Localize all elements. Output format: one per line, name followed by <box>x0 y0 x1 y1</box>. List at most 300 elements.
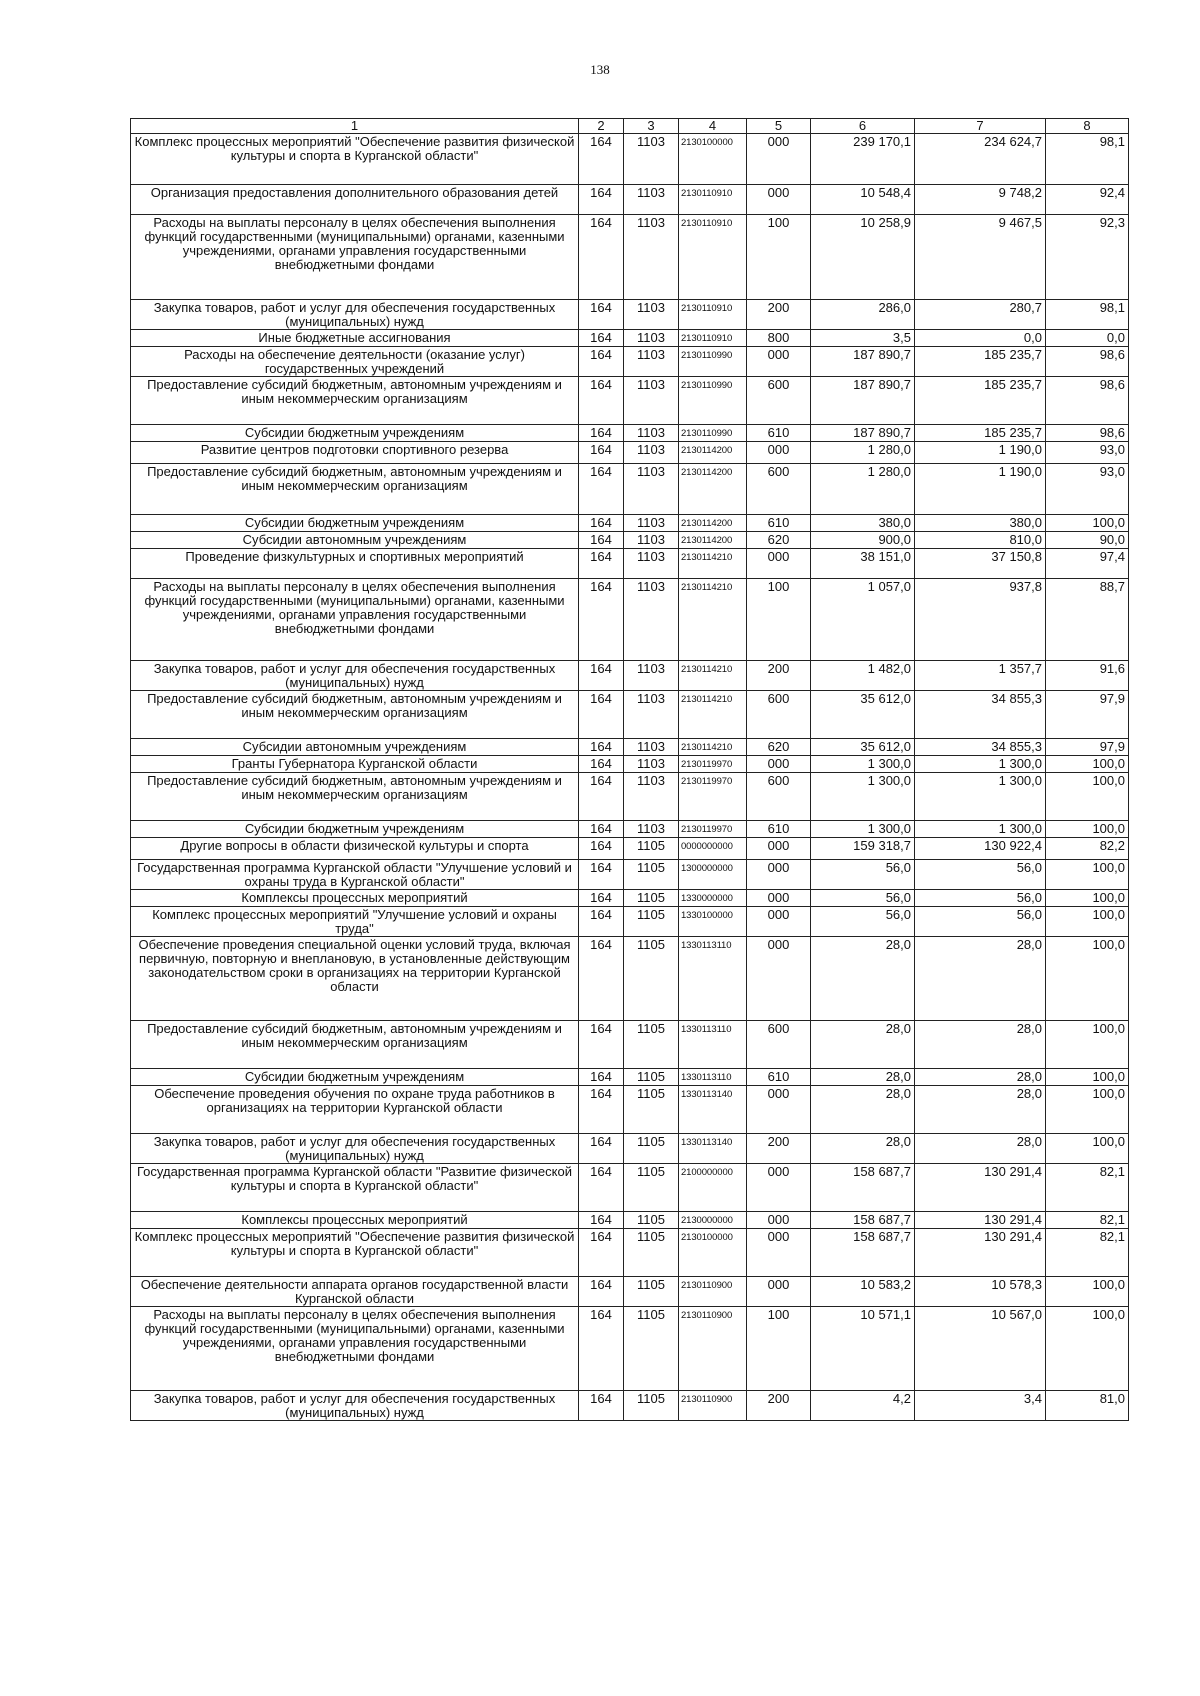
row-name: Комплексы процессных мероприятий <box>131 1212 579 1229</box>
executed-amount: 185 235,7 <box>915 425 1046 442</box>
gr-code: 164 <box>579 215 624 300</box>
execution-percent: 82,1 <box>1046 1164 1129 1212</box>
section-code: 1105 <box>624 890 679 907</box>
column-header: 1 <box>131 119 579 134</box>
section-code: 1103 <box>624 300 679 330</box>
section-code: 1103 <box>624 756 679 773</box>
execution-percent: 98,6 <box>1046 377 1129 425</box>
table-row <box>131 425 1129 442</box>
section-code: 1103 <box>624 691 679 739</box>
gr-code: 164 <box>579 464 624 515</box>
expense-type-code: 000 <box>747 838 811 860</box>
table-row <box>131 821 1129 838</box>
row-name: Иные бюджетные ассигнования <box>131 330 579 347</box>
expense-type-code: 000 <box>747 937 811 1021</box>
gr-code: 164 <box>579 532 624 549</box>
table-row <box>131 739 1129 756</box>
section-code: 1105 <box>624 937 679 1021</box>
row-name: Субсидии бюджетным учреждениям <box>131 425 579 442</box>
gr-code: 164 <box>579 907 624 937</box>
gr-code: 164 <box>579 890 624 907</box>
table-row <box>131 1277 1129 1307</box>
execution-percent: 92,3 <box>1046 215 1129 300</box>
gr-code: 164 <box>579 425 624 442</box>
gr-code: 164 <box>579 185 624 215</box>
table-row <box>131 134 1129 185</box>
row-name: Субсидии бюджетным учреждениям <box>131 1069 579 1086</box>
table-row <box>131 773 1129 821</box>
row-name: Предоставление субсидий бюджетным, автономным учреждениям и иным некоммерческим организациям <box>131 464 579 515</box>
executed-amount: 234 624,7 <box>915 134 1046 185</box>
execution-percent: 98,6 <box>1046 425 1129 442</box>
execution-percent: 98,1 <box>1046 134 1129 185</box>
expense-type-code: 100 <box>747 579 811 661</box>
execution-percent: 88,7 <box>1046 579 1129 661</box>
row-name: Комплекс процессных мероприятий "Обеспечение развития физической культуры и спорта в Курганской области" <box>131 1229 579 1277</box>
row-name: Развитие центров подготовки спортивного резерва <box>131 442 579 464</box>
executed-amount: 28,0 <box>915 1069 1046 1086</box>
approved-amount: 10 258,9 <box>811 215 915 300</box>
gr-code: 164 <box>579 1086 624 1134</box>
gr-code: 164 <box>579 1229 624 1277</box>
approved-amount: 56,0 <box>811 907 915 937</box>
gr-code: 164 <box>579 756 624 773</box>
budget-table <box>130 118 1129 1421</box>
gr-code: 164 <box>579 347 624 377</box>
expense-type-code: 000 <box>747 860 811 890</box>
executed-amount: 9 748,2 <box>915 185 1046 215</box>
target-article-code: 2130110910 <box>679 330 747 347</box>
executed-amount: 37 150,8 <box>915 549 1046 579</box>
target-article-code: 2130114210 <box>679 549 747 579</box>
expense-type-code: 620 <box>747 532 811 549</box>
section-code: 1105 <box>624 1391 679 1421</box>
execution-percent: 100,0 <box>1046 890 1129 907</box>
approved-amount: 187 890,7 <box>811 347 915 377</box>
table-row <box>131 890 1129 907</box>
expense-type-code: 800 <box>747 330 811 347</box>
approved-amount: 158 687,7 <box>811 1229 915 1277</box>
gr-code: 164 <box>579 691 624 739</box>
execution-percent: 100,0 <box>1046 907 1129 937</box>
section-code: 1103 <box>624 134 679 185</box>
column-header: 3 <box>624 119 679 134</box>
approved-amount: 158 687,7 <box>811 1164 915 1212</box>
target-article-code: 2130114210 <box>679 579 747 661</box>
approved-amount: 3,5 <box>811 330 915 347</box>
expense-type-code: 620 <box>747 739 811 756</box>
approved-amount: 10 571,1 <box>811 1307 915 1391</box>
section-code: 1103 <box>624 579 679 661</box>
section-code: 1103 <box>624 661 679 691</box>
table-row <box>131 860 1129 890</box>
expense-type-code: 610 <box>747 1069 811 1086</box>
approved-amount: 239 170,1 <box>811 134 915 185</box>
approved-amount: 187 890,7 <box>811 425 915 442</box>
expense-type-code: 100 <box>747 1307 811 1391</box>
executed-amount: 56,0 <box>915 890 1046 907</box>
expense-type-code: 100 <box>747 215 811 300</box>
row-name: Субсидии бюджетным учреждениям <box>131 821 579 838</box>
row-name: Расходы на обеспечение деятельности (оказание услуг) государственных учреждений <box>131 347 579 377</box>
target-article-code: 2130114210 <box>679 739 747 756</box>
executed-amount: 810,0 <box>915 532 1046 549</box>
execution-percent: 100,0 <box>1046 1069 1129 1086</box>
approved-amount: 1 482,0 <box>811 661 915 691</box>
execution-percent: 100,0 <box>1046 1086 1129 1134</box>
approved-amount: 900,0 <box>811 532 915 549</box>
gr-code: 164 <box>579 937 624 1021</box>
target-article-code: 1330113140 <box>679 1086 747 1134</box>
row-name: Расходы на выплаты персоналу в целях обеспечения выполнения функций государственными (муниципальными) органами, казенными учреждениями, органами управления государственными внебюджетными фондами <box>131 1307 579 1391</box>
row-name: Закупка товаров, работ и услуг для обеспечения государственных (муниципальных) нужд <box>131 1134 579 1164</box>
expense-type-code: 200 <box>747 661 811 691</box>
target-article-code: 2130114210 <box>679 691 747 739</box>
target-article-code: 1330113110 <box>679 1021 747 1069</box>
section-code: 1103 <box>624 773 679 821</box>
row-name: Комплекс процессных мероприятий "Обеспечение развития физической культуры и спорта в Курганской области" <box>131 134 579 185</box>
table-row <box>131 1086 1129 1134</box>
table-header-row <box>131 119 1129 134</box>
table-row <box>131 1134 1129 1164</box>
execution-percent: 100,0 <box>1046 1307 1129 1391</box>
approved-amount: 10 548,4 <box>811 185 915 215</box>
row-name: Обеспечение проведения специальной оценки условий труда, включая первичную, повторную и внеплановую, в установленные действующим законодательством сроки в организациях на территории Курганской области <box>131 937 579 1021</box>
target-article-code: 2130114210 <box>679 661 747 691</box>
gr-code: 164 <box>579 821 624 838</box>
section-code: 1105 <box>624 838 679 860</box>
executed-amount: 130 291,4 <box>915 1212 1046 1229</box>
execution-percent: 81,0 <box>1046 1391 1129 1421</box>
target-article-code: 1330000000 <box>679 890 747 907</box>
gr-code: 164 <box>579 773 624 821</box>
row-name: Комплексы процессных мероприятий <box>131 890 579 907</box>
row-name: Субсидии автономным учреждениям <box>131 739 579 756</box>
section-code: 1103 <box>624 425 679 442</box>
gr-code: 164 <box>579 549 624 579</box>
gr-code: 164 <box>579 1164 624 1212</box>
approved-amount: 28,0 <box>811 1086 915 1134</box>
executed-amount: 56,0 <box>915 860 1046 890</box>
approved-amount: 1 280,0 <box>811 442 915 464</box>
expense-type-code: 000 <box>747 442 811 464</box>
gr-code: 164 <box>579 1212 624 1229</box>
row-name: Другие вопросы в области физической культуры и спорта <box>131 838 579 860</box>
section-code: 1105 <box>624 1212 679 1229</box>
target-article-code: 2130110910 <box>679 300 747 330</box>
row-name: Обеспечение проведения обучения по охране труда работников в организациях на территории Курганской области <box>131 1086 579 1134</box>
target-article-code: 2100000000 <box>679 1164 747 1212</box>
gr-code: 164 <box>579 1134 624 1164</box>
expense-type-code: 000 <box>747 347 811 377</box>
target-article-code: 2130110910 <box>679 185 747 215</box>
section-code: 1105 <box>624 1134 679 1164</box>
execution-percent: 0,0 <box>1046 330 1129 347</box>
target-article-code: 2130100000 <box>679 134 747 185</box>
expense-type-code: 000 <box>747 1277 811 1307</box>
target-article-code: 2130110990 <box>679 377 747 425</box>
expense-type-code: 200 <box>747 1391 811 1421</box>
section-code: 1103 <box>624 464 679 515</box>
table-row <box>131 464 1129 515</box>
gr-code: 164 <box>579 579 624 661</box>
approved-amount: 28,0 <box>811 1069 915 1086</box>
target-article-code: 1330113140 <box>679 1134 747 1164</box>
approved-amount: 1 300,0 <box>811 756 915 773</box>
execution-percent: 100,0 <box>1046 937 1129 1021</box>
target-article-code: 2130110990 <box>679 347 747 377</box>
execution-percent: 91,6 <box>1046 661 1129 691</box>
row-name: Государственная программа Курганской области "Улучшение условий и охраны труда в Курганской области" <box>131 860 579 890</box>
gr-code: 164 <box>579 860 624 890</box>
target-article-code: 2130114200 <box>679 532 747 549</box>
target-article-code: 2130114200 <box>679 442 747 464</box>
table-row <box>131 549 1129 579</box>
table-row <box>131 691 1129 739</box>
row-name: Расходы на выплаты персоналу в целях обеспечения выполнения функций государственными (муниципальными) органами, казенными учреждениями, органами управления государственными внебюджетными фондами <box>131 579 579 661</box>
section-code: 1105 <box>624 1277 679 1307</box>
executed-amount: 185 235,7 <box>915 347 1046 377</box>
executed-amount: 380,0 <box>915 515 1046 532</box>
executed-amount: 1 190,0 <box>915 442 1046 464</box>
execution-percent: 100,0 <box>1046 1277 1129 1307</box>
execution-percent: 100,0 <box>1046 1021 1129 1069</box>
expense-type-code: 000 <box>747 1229 811 1277</box>
approved-amount: 158 687,7 <box>811 1212 915 1229</box>
approved-amount: 1 280,0 <box>811 464 915 515</box>
executed-amount: 1 300,0 <box>915 821 1046 838</box>
executed-amount: 10 567,0 <box>915 1307 1046 1391</box>
gr-code: 164 <box>579 442 624 464</box>
gr-code: 164 <box>579 330 624 347</box>
section-code: 1103 <box>624 215 679 300</box>
section-code: 1105 <box>624 1069 679 1086</box>
executed-amount: 28,0 <box>915 937 1046 1021</box>
approved-amount: 286,0 <box>811 300 915 330</box>
section-code: 1103 <box>624 532 679 549</box>
expense-type-code: 600 <box>747 377 811 425</box>
table-row <box>131 937 1129 1021</box>
row-name: Закупка товаров, работ и услуг для обеспечения государственных (муниципальных) нужд <box>131 1391 579 1421</box>
executed-amount: 130 922,4 <box>915 838 1046 860</box>
executed-amount: 185 235,7 <box>915 377 1046 425</box>
target-article-code: 2130119970 <box>679 773 747 821</box>
table-row <box>131 1229 1129 1277</box>
section-code: 1103 <box>624 739 679 756</box>
execution-percent: 82,1 <box>1046 1212 1129 1229</box>
execution-percent: 82,2 <box>1046 838 1129 860</box>
row-name: Обеспечение деятельности аппарата органов государственной власти Курганской области <box>131 1277 579 1307</box>
row-name: Закупка товаров, работ и услуг для обеспечения государственных (муниципальных) нужд <box>131 661 579 691</box>
expense-type-code: 000 <box>747 1212 811 1229</box>
gr-code: 164 <box>579 377 624 425</box>
section-code: 1103 <box>624 347 679 377</box>
expense-type-code: 600 <box>747 1021 811 1069</box>
table-row <box>131 515 1129 532</box>
table-row <box>131 661 1129 691</box>
expense-type-code: 200 <box>747 300 811 330</box>
table-row <box>131 1069 1129 1086</box>
expense-type-code: 200 <box>747 1134 811 1164</box>
execution-percent: 90,0 <box>1046 532 1129 549</box>
execution-percent: 82,1 <box>1046 1229 1129 1277</box>
table-row <box>131 442 1129 464</box>
expense-type-code: 600 <box>747 464 811 515</box>
executed-amount: 130 291,4 <box>915 1164 1046 1212</box>
executed-amount: 9 467,5 <box>915 215 1046 300</box>
executed-amount: 1 300,0 <box>915 756 1046 773</box>
expense-type-code: 600 <box>747 773 811 821</box>
target-article-code: 1330113110 <box>679 1069 747 1086</box>
section-code: 1105 <box>624 1164 679 1212</box>
gr-code: 164 <box>579 838 624 860</box>
row-name: Комплекс процессных мероприятий "Улучшение условий и охраны труда" <box>131 907 579 937</box>
section-code: 1103 <box>624 330 679 347</box>
execution-percent: 98,1 <box>1046 300 1129 330</box>
executed-amount: 1 357,7 <box>915 661 1046 691</box>
page-number: 138 <box>590 62 610 77</box>
expense-type-code: 000 <box>747 1086 811 1134</box>
row-name: Предоставление субсидий бюджетным, автономным учреждениям и иным некоммерческим организациям <box>131 691 579 739</box>
execution-percent: 97,9 <box>1046 691 1129 739</box>
column-header: 6 <box>811 119 915 134</box>
gr-code: 164 <box>579 1307 624 1391</box>
table-row <box>131 1307 1129 1391</box>
row-name: Расходы на выплаты персоналу в целях обеспечения выполнения функций государственными (муниципальными) органами, казенными учреждениями, органами управления государственными внебюджетными фондами <box>131 215 579 300</box>
approved-amount: 159 318,7 <box>811 838 915 860</box>
gr-code: 164 <box>579 1021 624 1069</box>
target-article-code: 2130119970 <box>679 756 747 773</box>
section-code: 1105 <box>624 1086 679 1134</box>
row-name: Закупка товаров, работ и услуг для обеспечения государственных (муниципальных) нужд <box>131 300 579 330</box>
table-row <box>131 185 1129 215</box>
row-name: Предоставление субсидий бюджетным, автономным учреждениям и иным некоммерческим организациям <box>131 377 579 425</box>
approved-amount: 35 612,0 <box>811 691 915 739</box>
section-code: 1103 <box>624 549 679 579</box>
gr-code: 164 <box>579 300 624 330</box>
row-name: Проведение физкультурных и спортивных мероприятий <box>131 549 579 579</box>
table-row <box>131 532 1129 549</box>
target-article-code: 0000000000 <box>679 838 747 860</box>
expense-type-code: 000 <box>747 185 811 215</box>
execution-percent: 100,0 <box>1046 1134 1129 1164</box>
table-row <box>131 1391 1129 1421</box>
section-code: 1105 <box>624 1307 679 1391</box>
execution-percent: 97,9 <box>1046 739 1129 756</box>
section-code: 1105 <box>624 1021 679 1069</box>
table-row <box>131 579 1129 661</box>
executed-amount: 130 291,4 <box>915 1229 1046 1277</box>
table-row <box>131 838 1129 860</box>
execution-percent: 100,0 <box>1046 773 1129 821</box>
executed-amount: 10 578,3 <box>915 1277 1046 1307</box>
approved-amount: 56,0 <box>811 860 915 890</box>
section-code: 1103 <box>624 377 679 425</box>
table-row <box>131 330 1129 347</box>
approved-amount: 28,0 <box>811 937 915 1021</box>
executed-amount: 28,0 <box>915 1021 1046 1069</box>
expense-type-code: 000 <box>747 756 811 773</box>
row-name: Субсидии бюджетным учреждениям <box>131 515 579 532</box>
table-row <box>131 1021 1129 1069</box>
row-name: Предоставление субсидий бюджетным, автономным учреждениям и иным некоммерческим организациям <box>131 773 579 821</box>
target-article-code: 2130110900 <box>679 1307 747 1391</box>
approved-amount: 187 890,7 <box>811 377 915 425</box>
target-article-code: 2130119970 <box>679 821 747 838</box>
target-article-code: 2130100000 <box>679 1229 747 1277</box>
target-article-code: 1300000000 <box>679 860 747 890</box>
table-row <box>131 377 1129 425</box>
target-article-code: 2130110990 <box>679 425 747 442</box>
approved-amount: 35 612,0 <box>811 739 915 756</box>
expense-type-code: 000 <box>747 134 811 185</box>
target-article-code: 2130114200 <box>679 515 747 532</box>
target-article-code: 1330100000 <box>679 907 747 937</box>
table-row <box>131 215 1129 300</box>
row-name: Предоставление субсидий бюджетным, автономным учреждениям и иным некоммерческим организациям <box>131 1021 579 1069</box>
target-article-code: 2130110900 <box>679 1277 747 1307</box>
executed-amount: 0,0 <box>915 330 1046 347</box>
executed-amount: 34 855,3 <box>915 739 1046 756</box>
target-article-code: 2130000000 <box>679 1212 747 1229</box>
execution-percent: 97,4 <box>1046 549 1129 579</box>
approved-amount: 4,2 <box>811 1391 915 1421</box>
section-code: 1103 <box>624 821 679 838</box>
executed-amount: 1 190,0 <box>915 464 1046 515</box>
gr-code: 164 <box>579 1277 624 1307</box>
approved-amount: 56,0 <box>811 890 915 907</box>
target-article-code: 2130110910 <box>679 215 747 300</box>
approved-amount: 28,0 <box>811 1021 915 1069</box>
table-row <box>131 907 1129 937</box>
row-name: Организация предоставления дополнительного образования детей <box>131 185 579 215</box>
expense-type-code: 610 <box>747 821 811 838</box>
section-code: 1103 <box>624 515 679 532</box>
section-code: 1105 <box>624 860 679 890</box>
approved-amount: 38 151,0 <box>811 549 915 579</box>
approved-amount: 1 300,0 <box>811 773 915 821</box>
column-header: 7 <box>915 119 1046 134</box>
expense-type-code: 000 <box>747 907 811 937</box>
approved-amount: 28,0 <box>811 1134 915 1164</box>
expense-type-code: 000 <box>747 890 811 907</box>
executed-amount: 34 855,3 <box>915 691 1046 739</box>
table-row <box>131 300 1129 330</box>
executed-amount: 1 300,0 <box>915 773 1046 821</box>
target-article-code: 2130114200 <box>679 464 747 515</box>
execution-percent: 93,0 <box>1046 464 1129 515</box>
expense-type-code: 600 <box>747 691 811 739</box>
column-header: 5 <box>747 119 811 134</box>
executed-amount: 280,7 <box>915 300 1046 330</box>
gr-code: 164 <box>579 661 624 691</box>
execution-percent: 100,0 <box>1046 821 1129 838</box>
approved-amount: 380,0 <box>811 515 915 532</box>
executed-amount: 56,0 <box>915 907 1046 937</box>
approved-amount: 10 583,2 <box>811 1277 915 1307</box>
execution-percent: 93,0 <box>1046 442 1129 464</box>
row-name: Субсидии автономным учреждениям <box>131 532 579 549</box>
target-article-code: 1330113110 <box>679 937 747 1021</box>
expense-type-code: 610 <box>747 425 811 442</box>
expense-type-code: 610 <box>747 515 811 532</box>
section-code: 1105 <box>624 1229 679 1277</box>
gr-code: 164 <box>579 134 624 185</box>
target-article-code: 2130110900 <box>679 1391 747 1421</box>
column-header: 2 <box>579 119 624 134</box>
table-row <box>131 1212 1129 1229</box>
table-row <box>131 347 1129 377</box>
